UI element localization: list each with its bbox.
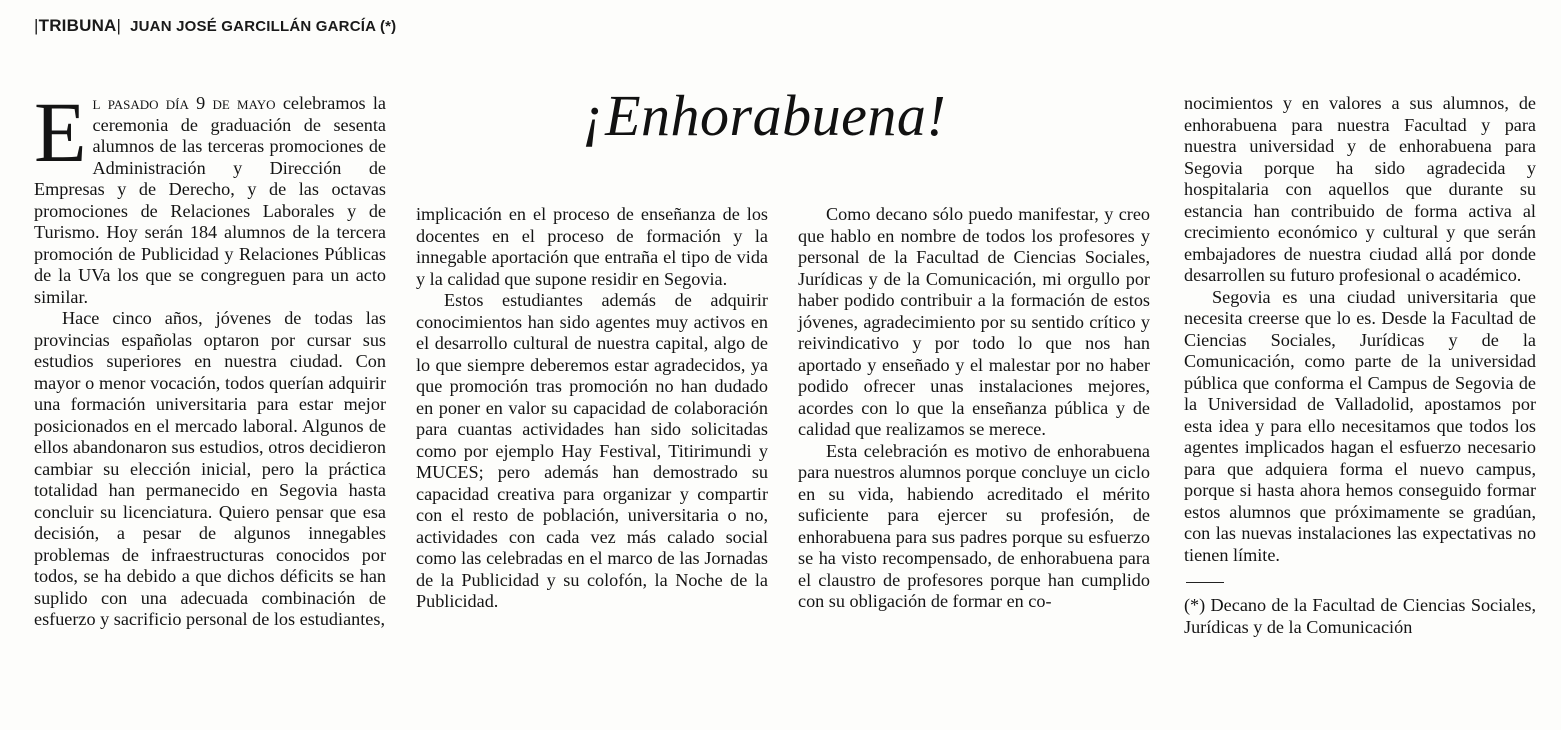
article-column-1: [34, 84, 386, 631]
article-headline: ¡Enhorabuena!: [582, 83, 947, 148]
paragraph: Segovia es una ciudad universitaria que necesita creerse que lo es. Desde la Facultad de Ciencias Sociales, Jurídicas y de la Comunicación, como parte de la universidad pública que conforma el Campus de Segovia de la Universidad de Valladolid, apostamos por esta idea y para ello necesitamos que todos los agentes implicados hagan el esfuerzo necesario para que adquiera forma el nuevo campus, porque si hasta ahora hemos conseguido formar estos alumnos que próximamente se gradúan, con las nuevas instalaciones las expectativas no tienen límite.: [1184, 286, 1536, 565]
paragraph-text: celebramos la ceremonia de graduación de sesenta alumnos de las terceras promociones de Administración y Dirección de Empresas y de Derecho, y de las octavas promociones de Relaciones Laborales y de Turismo. Hoy serán 184 alumnos de la tercera promoción de Publicidad y Relaciones Públicas de la UVa los que se congreguen para un acto similar.: [34, 93, 386, 307]
header-bar-right: |: [116, 16, 122, 35]
author-byline: JUAN JOSÉ GARCILLÁN GARCÍA (*): [130, 18, 397, 35]
header-bar-left: |: [34, 16, 39, 35]
paragraph: implicación en el proceso de enseñanza de los docentes en el proceso de formación y la innegable aportación que entraña el tipo de vida y la calidad que supone residir en Segovia.: [416, 204, 768, 289]
author-footnote: [1184, 595, 1536, 638]
paragraph: Como decano sólo puedo manifestar, y creo que hablo en nombre de todos los profesores y personal de la Facultad de Ciencias Sociales, Jurídicas y de la Comunicación, mi orgullo por haber podido contribuir a la formación de estos jóvenes, agradecimiento por su sentido crítico y reivindicativo y por todo lo que nos han aportado y enseñado y el malestar por no haber podido ofrecer unas instalaciones mejores, acordes con lo que la enseñanza pública y de calidad que realizamos se merece.: [798, 204, 1150, 439]
article-column-2: [416, 204, 768, 613]
section-label: TRIBUNA: [38, 16, 117, 35]
paragraph: nocimientos y en valores a sus alumnos, de enhorabuena para nuestra Facultad y para nuestra universidad y de enhorabuena para Segovia porque ha sido agradecida y hospitalaria con aquellos que durante su estancia han contribuido de forma activa al crecimiento económico y cultural y que serán embajadores de nuestra ciudad allá por donde desarrollen su futuro profesional o académico.: [1184, 93, 1536, 285]
paragraph: [34, 84, 386, 308]
footnote-divider: [1186, 582, 1224, 583]
section-header: [34, 16, 396, 36]
paragraph: Hace cinco años, jóvenes de todas las provincias españolas optaron por cursar sus estudios superiores en nuestra ciudad. Con mayor o menor vocación, todos querían adquirir una formación universitaria para estar mejor posicionados en el mercado laboral. Algunos de ellos abandonaron sus estudios, otros decidieron cambiar su elección inicial, pero la práctica totalidad han permanecido en Segovia hasta concluir su licenciatura. Quiero pensar que esa decisión, a pesar de algunos innegables problemas de infraestructuras conocidos por todos, se ha debido a que dichos déficits se han suplido con una adecuada combinación de esfuerzo y sacrificio personal de los estudiantes,: [34, 308, 386, 629]
article-column-3: [798, 204, 1150, 613]
paragraph: Estos estudiantes además de adquirir conocimientos han sido agentes muy activos en el desarrollo cultural de nuestra capital, algo de lo que siempre deberemos estar agradecidos, ya que promoción tras promoción no han dudado en poner en valor su capacidad de colaboración para cuantas actividades han sido solicitadas como por ejemplo Hay Festival, Titirimundi y MUCES; pero además han demostrado su capacidad creativa para organizar y compartir con el resto de población, universitaria o no, actividades con cada vez más calado social como las celebradas en el marco de las Jornadas de la Publicidad y su colofón, la Noche de la Publicidad.: [416, 290, 768, 611]
paragraph: Esta celebración es motivo de enhorabuena para nuestros alumnos porque concluye un ciclo en su vida, habiendo acreditado el mérito suficiente para ejercer su profesión, de enhorabuena para sus padres porque su esfuerzo se ha visto recompensado, de enhorabuena para el claustro de profesores porque han cumplido con su obligación de formar en co-: [798, 440, 1150, 611]
article-column-4: [1184, 93, 1536, 638]
drop-cap: E: [34, 84, 87, 180]
footnote-text: (*) Decano de la Facultad de Ciencias Sociales, Jurídicas y de la Comunicación: [1184, 595, 1536, 637]
lead-in-smallcaps: l pasado día 9 de mayo: [92, 93, 276, 113]
